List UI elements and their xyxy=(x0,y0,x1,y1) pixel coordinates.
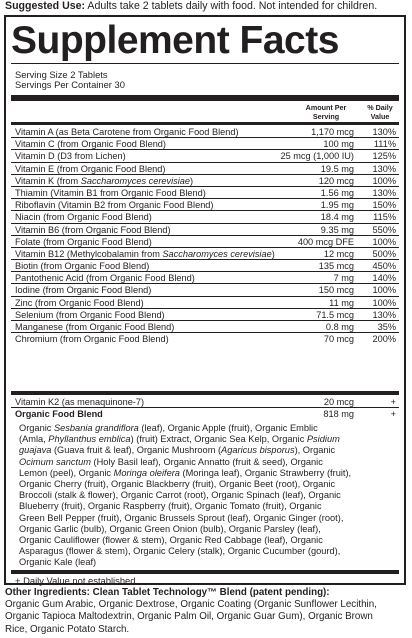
nutrient-row xyxy=(11,333,399,345)
nutrient-daily-value: 500% xyxy=(372,248,396,259)
nutrient-row xyxy=(11,175,399,187)
nutrient-daily-value: 100% xyxy=(372,297,396,308)
nutrient-row xyxy=(11,150,399,162)
panel-title: Supplement Facts xyxy=(11,19,339,62)
blend-text: Organic Kale (leaf) xyxy=(19,557,97,568)
nutrient-name: Selenium (from Organic Food Blend) xyxy=(15,309,165,320)
nutrient-row xyxy=(11,187,399,199)
additional-ingredients-table xyxy=(11,396,399,420)
nutrient-name: Pantothenic Acid (from Organic Food Blend) xyxy=(15,273,195,284)
nutrient-daily-value: 100% xyxy=(372,285,396,296)
blend-line xyxy=(19,479,391,490)
nutrient-row xyxy=(11,236,399,248)
nutrient-daily-value: 100% xyxy=(372,175,396,186)
blend-text: Agaricus bisporus xyxy=(221,445,295,456)
nutrient-row xyxy=(11,138,399,150)
nutrient-name-part: ) xyxy=(189,175,194,186)
nutrient-name: Riboflavin (Vitamin B2 from Organic Food Blend) xyxy=(15,200,214,211)
blend-text: Organic Garlic (bulb), Organic Green Onion (bulb), Organic Parsley (leaf), xyxy=(19,523,321,534)
daily-value-header xyxy=(360,104,400,121)
blend-line xyxy=(19,423,391,434)
nutrient-name: Zinc (from Organic Food Blend) xyxy=(15,297,144,308)
nutrient-amount: 1.56 mg xyxy=(320,187,354,198)
nutrient-name: Organic Food Blend xyxy=(15,409,103,420)
nutrient-daily-value: + xyxy=(390,397,396,407)
blend-text: Phyllanthus emblica xyxy=(48,434,131,445)
nutrient-amount: 100 mg xyxy=(323,139,354,150)
nutrient-name: Vitamin B6 (from Organic Food Blend) xyxy=(15,224,171,235)
nutrient-name: Chromium (from Organic Food Blend) xyxy=(15,334,169,345)
nutrient-name-part: Saccharomyces cerevisiae xyxy=(162,248,272,259)
blend-text: (Holy Basil leaf), Organic Annatto (fruit & seed), Organic xyxy=(90,456,323,467)
nutrient-daily-value: 140% xyxy=(372,273,396,284)
nutrient-amount: 7 mg xyxy=(333,273,354,284)
blend-text: (Guava fruit & leaf), Organic Mushroom ( xyxy=(51,445,222,456)
blend-text: Organic xyxy=(19,423,54,433)
nutrient-amount: 1,170 mcg xyxy=(311,127,354,137)
nutrient-name-part: Saccharomyces cerevisiae xyxy=(80,175,190,186)
footer-thick-rule xyxy=(11,570,399,574)
blend-text: Organic Cauliflower (flower & stem), Organic Red Cabbage (leaf), Organic xyxy=(19,535,323,546)
nutrient-amount: 71.5 mcg xyxy=(316,309,354,320)
nutrient-amount: 135 mcg xyxy=(318,261,354,272)
blend-text: Asparagus (flower & stem), Organic Celery (stalk), Organic Cucumber (gourd), xyxy=(19,546,341,557)
servings-per-container: Servings Per Container 30 xyxy=(15,79,125,90)
nutrient-row xyxy=(11,309,399,321)
nutrient-daily-value: 130% xyxy=(372,309,396,320)
title-rule xyxy=(11,63,399,64)
nutrient-name: Vitamin E (from Organic Food Blend) xyxy=(15,163,166,174)
blend-text: ) (fruit) Extract, Organic Sea Kelp, Organic xyxy=(130,434,307,445)
supplement-facts-panel xyxy=(4,15,406,585)
other-ingredients xyxy=(5,587,409,636)
section-thick-rule xyxy=(11,391,399,395)
nutrient-daily-value: 450% xyxy=(372,261,396,272)
amount-per-serving-header xyxy=(298,104,354,121)
blend-text: guajava xyxy=(19,445,52,456)
blend-line xyxy=(19,457,391,468)
blend-line xyxy=(19,501,391,512)
nutrient-name: Thiamin (Vitamin B1 from Organic Food Blend) xyxy=(15,187,206,198)
blend-text: Psidium xyxy=(306,434,340,445)
nutrient-daily-value: 550% xyxy=(372,224,396,235)
daily-value-footnote: + Daily Value not established. xyxy=(15,575,139,586)
nutrient-daily-value: 130% xyxy=(372,127,396,137)
nutrient-daily-value: 200% xyxy=(372,334,396,345)
nutrient-daily-value: 125% xyxy=(372,151,396,162)
nutrient-daily-value: 130% xyxy=(372,163,396,174)
amount-header-line1: Amount Per xyxy=(305,103,347,112)
blend-text: Blueberry (fruit), Organic Raspberry (fruit), Organic Tomato (fruit), Organic xyxy=(19,501,322,512)
blend-text: Ocimum sanctum xyxy=(19,456,91,467)
nutrient-daily-value: 111% xyxy=(373,139,396,150)
nutrient-name: Vitamin A (as Beta Carotene from Organic Food Blend) xyxy=(15,127,239,137)
blend-line xyxy=(19,468,391,479)
nutrient-row xyxy=(11,248,399,260)
blend-text: Broccoli (stalk & flower), Organic Carrot (root), Organic Spinach (leaf), Organic xyxy=(19,490,341,501)
nutrient-name: Folate (from Organic Food Blend) xyxy=(15,236,152,247)
nutrient-daily-value: + xyxy=(390,409,396,420)
blend-text: Lemon (peel), Organic xyxy=(19,467,114,478)
nutrient-daily-value: 35% xyxy=(377,322,396,332)
nutrient-amount: 20 mcg xyxy=(323,397,354,407)
blend-line xyxy=(19,434,391,445)
blend-text: (Amla, xyxy=(19,434,49,445)
nutrient-amount: 818 mg xyxy=(323,409,354,420)
nutrient-row xyxy=(11,297,399,309)
nutrient-daily-value: 130% xyxy=(372,187,396,198)
nutrient-row xyxy=(11,260,399,272)
nutrient-row xyxy=(11,321,399,333)
nutrient-amount: 150 mcg xyxy=(318,285,354,296)
blend-text: Moringa oleifera xyxy=(113,467,180,478)
blend-line xyxy=(19,535,391,546)
nutrient-amount: 70 mcg xyxy=(323,334,354,345)
nutrient-amount: 11 mg xyxy=(329,297,354,308)
blend-text: Organic Cherry (fruit), Organic Blackberry (fruit), Organic Beet (root), Organic xyxy=(19,479,336,490)
column-header-rule xyxy=(11,122,399,125)
blend-line xyxy=(19,524,391,535)
nutrient-amount: 25 mcg (1,000 IU) xyxy=(280,151,354,162)
nutrient-name: Vitamin C (from Organic Food Blend) xyxy=(15,139,166,150)
nutrient-amount: 0.8 mg xyxy=(325,322,354,332)
nutrient-name: Vitamin D (D3 from Lichen) xyxy=(15,151,126,162)
nutrient-daily-value: 115% xyxy=(373,212,396,223)
nutrient-name: Vitamin K2 (as menaquinone-7) xyxy=(15,397,145,407)
nutrient-name-part: Vitamin B12 (Methylcobalamin from xyxy=(15,248,163,259)
blend-text: Sesbania grandiflora xyxy=(53,423,139,433)
nutrient-name-part: ) xyxy=(271,248,275,259)
organic-food-blend-ingredients xyxy=(19,423,391,569)
nutrient-daily-value: 100% xyxy=(372,236,396,247)
header-thick-rule xyxy=(11,95,399,101)
other-ingredients-line: Organic Gum Arabic, Organic Dextrose, Organic Coating (Organic Sunflower Lecithin, xyxy=(5,599,377,611)
blend-text: Green Bell Pepper (fruit), Organic Brussels Sprout (leaf), Organic Ginger (root), xyxy=(19,512,344,523)
other-ingredients-label: Other Ingredients: Clean Tablet Technology™ Blend (patent pending): xyxy=(5,587,330,598)
suggested-use-text: Adults take 2 tablets daily with food. Not intended for children. xyxy=(85,0,378,12)
nutrient-amount: 19.5 mg xyxy=(320,163,354,174)
nutrient-row xyxy=(11,284,399,296)
dv-header-line2: Value xyxy=(370,111,390,121)
nutrient-amount: 18.4 mg xyxy=(320,212,354,223)
nutrient-amount: 120 mcg xyxy=(318,175,354,186)
nutrient-row xyxy=(11,126,399,138)
nutrient-name: Iodine (from Organic Food Blend) xyxy=(15,285,152,296)
blend-text: (Moringa leaf), Organic Strawberry (fruit), xyxy=(179,467,352,478)
nutrient-row xyxy=(11,408,399,420)
nutrient-daily-value: 150% xyxy=(372,200,396,211)
blend-line xyxy=(19,490,391,501)
suggested-use xyxy=(5,0,410,13)
blend-line xyxy=(19,546,391,557)
amount-header-line2: Serving xyxy=(312,111,340,121)
nutrient-row xyxy=(11,211,399,223)
blend-line xyxy=(19,445,391,456)
other-ingredients-line: Rice, Organic Potato Starch. xyxy=(5,623,130,635)
blend-text: ), Organic xyxy=(294,445,336,456)
nutrient-name: Biotin (from Organic Food Blend) xyxy=(15,261,150,272)
nutrient-row xyxy=(11,224,399,236)
serving-size: Serving Size 2 Tablets xyxy=(15,69,108,80)
nutrient-amount: 400 mcg DFE xyxy=(297,236,354,247)
suggested-use-label: Suggested Use: xyxy=(5,0,86,12)
nutrient-table xyxy=(11,126,399,345)
nutrient-row xyxy=(11,396,399,408)
nutrient-row xyxy=(11,199,399,211)
blend-line xyxy=(19,513,391,524)
blend-text: (leaf), Organic Apple (fruit), Organic Emblic xyxy=(138,423,318,433)
nutrient-name: Niacin (from Organic Food Blend) xyxy=(15,212,152,223)
nutrient-amount: 12 mcg xyxy=(323,248,354,259)
nutrient-row xyxy=(11,163,399,175)
other-ingredients-line: Organic Tapioca Maltodextrin, Organic Palm Oil, Organic Guar Gum), Organic Brown xyxy=(5,611,373,623)
blend-line xyxy=(19,557,391,568)
nutrient-row xyxy=(11,272,399,284)
nutrient-name: Manganese (from Organic Food Blend) xyxy=(15,322,175,332)
nutrient-amount: 9.35 mg xyxy=(320,224,354,235)
nutrient-amount: 1.95 mg xyxy=(320,200,354,211)
dv-header-line1: % Daily xyxy=(367,103,393,112)
nutrient-name-part: Vitamin K (from xyxy=(15,175,81,186)
